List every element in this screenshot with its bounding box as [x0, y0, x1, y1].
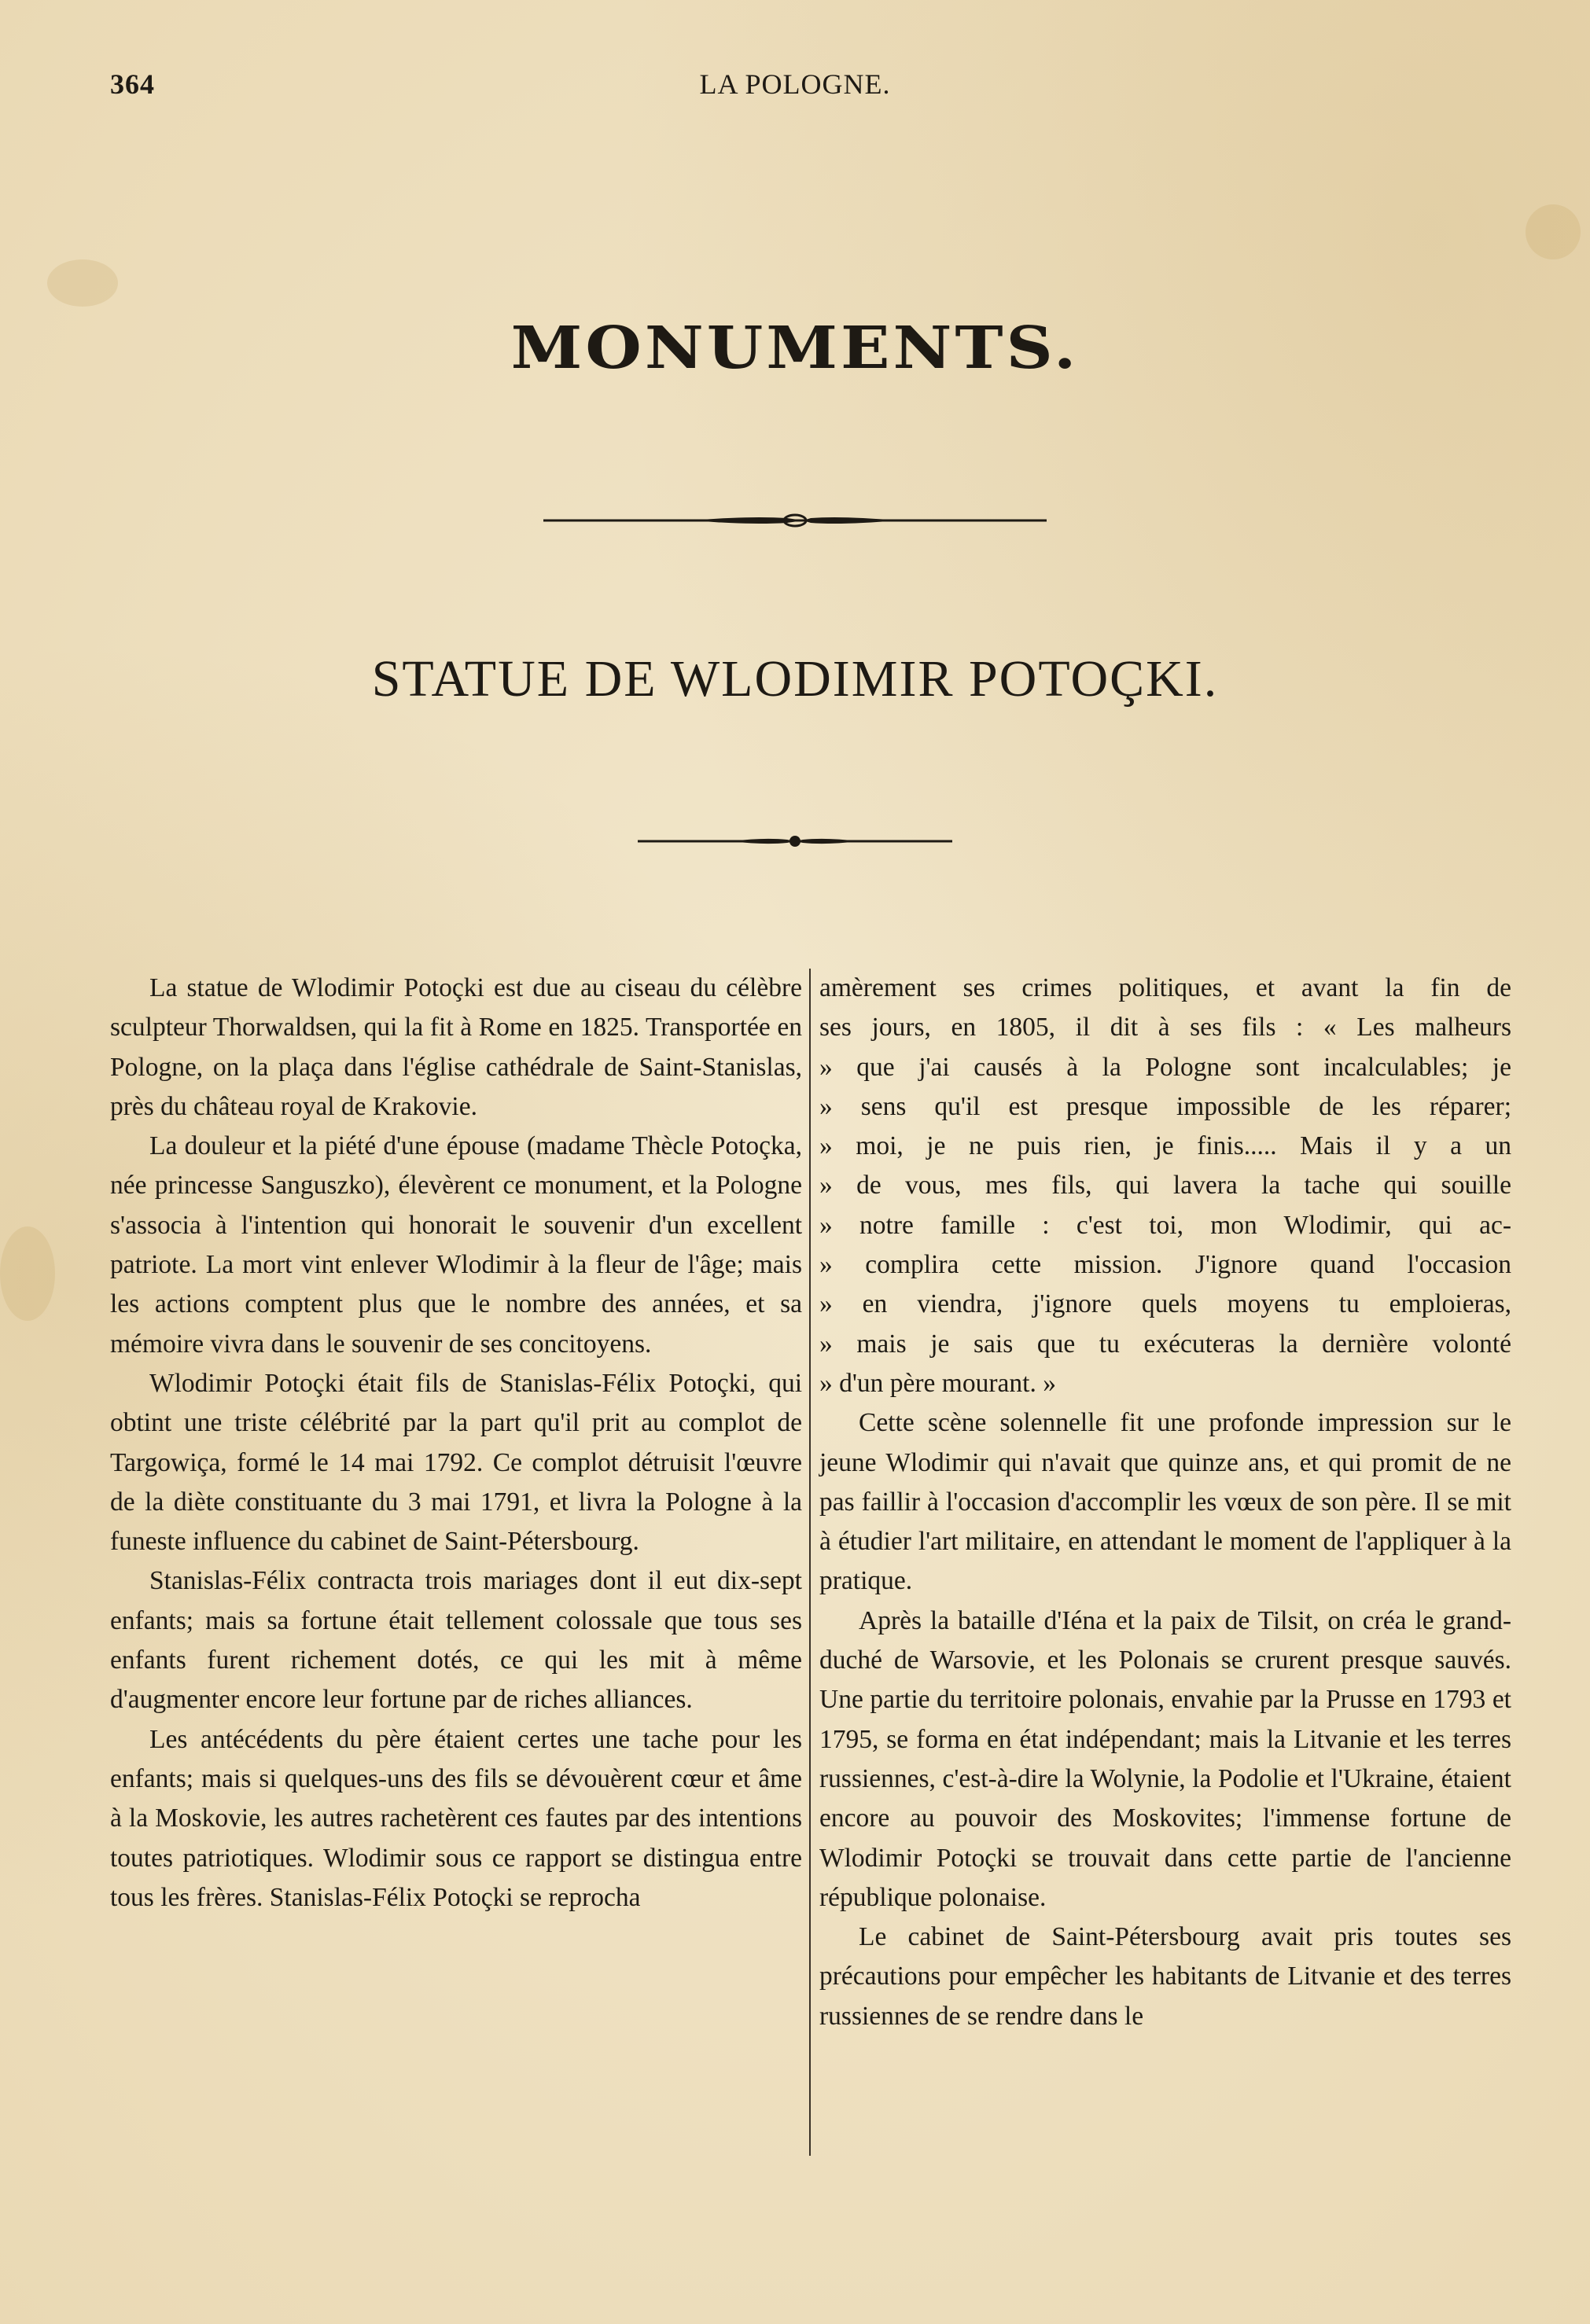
- quote-line: » que j'ai causés à la Pologne sont incalculables; je: [819, 1052, 1511, 1082]
- right-column: [819, 969, 1511, 2036]
- ornament-rule-bottom: [0, 832, 1590, 855]
- paper-stain: [47, 259, 118, 307]
- quote-line: » notre famille : c'est toi, mon Wlodimir, qui ac-: [819, 1210, 1511, 1240]
- quote-line: » mais je sais que tu exécuteras la dernière volonté: [819, 1329, 1511, 1359]
- paragraph: La douleur et la piété d'une épouse (madame Thècle Potoçka, née princesse Sanguszko), élevèrent ce monument, et la Pologne s'associa à l'intention qui honorait le souvenir d'un excellent patriote. La mort vint enlever Wlodimir à la fleur de l'âge; mais les actions comptent plus que le nombre des années, et sa mémoire vivra dans le souvenir de ses concitoyens.: [110, 1131, 802, 1359]
- running-head: LA POLOGNE.: [699, 68, 891, 100]
- quote-line: » de vous, mes fils, qui lavera la tache qui souille: [819, 1171, 1511, 1201]
- paragraph: La statue de Wlodimir Potoçki est due au ciseau du célèbre sculpteur Thorwaldsen, qui la fit à Rome en 1825. Transportée en Pologne, on la plaça dans l'église cathédrale de Saint-Stanislas, près du château royal de Krakovie.: [110, 973, 802, 1121]
- quote-line: amèrement ses crimes politiques, et avant la fin de: [819, 973, 1511, 1002]
- paragraph: Le cabinet de Saint-Pétersbourg avait pris toutes ses précautions pour empêcher les habitants de Litvanie et des terres russiennes de se rendre dans le: [819, 1922, 1511, 2031]
- paper-stain: [1526, 204, 1581, 259]
- paragraph: Wlodimir Potoçki était fils de Stanislas-Félix Potoçki, qui obtint une triste célébrité par la part qu'il prit au complot de Targowiça, formé le 14 mai 1792. Ce complot détruisit l'œuvre de la diète constituante du 3 mai 1791, et livra la Pologne à la funeste influence du cabinet de Saint-Pétersbourg.: [110, 1368, 802, 1557]
- column-divider: [809, 969, 811, 2156]
- quote-line: » en viendra, j'ignore quels moyens tu emploieras,: [819, 1289, 1511, 1319]
- quote-line: » d'un père mourant. »: [819, 1368, 1056, 1398]
- paper-stain: [0, 1226, 55, 1321]
- paragraph: Stanislas-Félix contracta trois mariages dont il eut dix-sept enfants; mais sa fortune était tellement colossale que tous ses enfants furent richement dotés, ce qui les mit à même d'augmenter encore leur fortune par de riches alliances.: [110, 1566, 802, 1715]
- quote-line: ses jours, en 1805, il dit à ses fils : « Les malheurs: [819, 1013, 1511, 1042]
- quote-line: » complira cette mission. J'ignore quand l'occasion: [819, 1250, 1511, 1280]
- page-number: 364: [110, 68, 155, 100]
- quote-line: » sens qu'il est presque impossible de les réparer;: [819, 1091, 1511, 1121]
- paragraph: Les antécédents du père étaient certes une tache pour les enfants; mais si quelques-uns des fils se dévouèrent cœur et âme à la Moskovie, les autres rachetèrent ces fautes par des intentions toutes patriotiques. Wlodimir sous ce rapport se distingua entre tous les frères. Stanislas-Félix Potoçki se reprocha: [110, 1724, 802, 1912]
- paragraph: Après la bataille d'Iéna et la paix de Tilsit, on créa le grand-duché de Warsovie, et les Polonais se crurent presque sauvés. Une partie du territoire polonais, envahie par la Prusse en 1793 et 1795, se forma en état indépendant; mais la Litvanie et les terres russiennes, c'est-à-dire la Wolynie, la Podolie et l'Ukraine, étaient encore au pouvoir des Moskovites; l'immense fortune de Wlodimir Potoçki se trouvait dans cette partie de l'ancienne république polonaise.: [819, 1605, 1511, 1912]
- left-column: [110, 969, 802, 1918]
- article-body: [110, 969, 1511, 2164]
- quote-line: » moi, je ne puis rien, je finis..... Mais il y a un: [819, 1131, 1511, 1161]
- section-title: MONUMENTS.: [510, 314, 1080, 383]
- ornament-rule-top: [0, 511, 1590, 534]
- paragraph: Cette scène solennelle fit une profonde impression sur le jeune Wlodimir qui n'avait que quinze ans, et qui promit de ne pas faillir à l'occasion d'accomplir les vœux de son père. Il se mit à étudier l'art militaire, en attendant le moment de l'appliquer à la pratique.: [819, 1408, 1511, 1596]
- article-title: STATUE DE WLODIMIR POTOÇKI.: [371, 650, 1219, 708]
